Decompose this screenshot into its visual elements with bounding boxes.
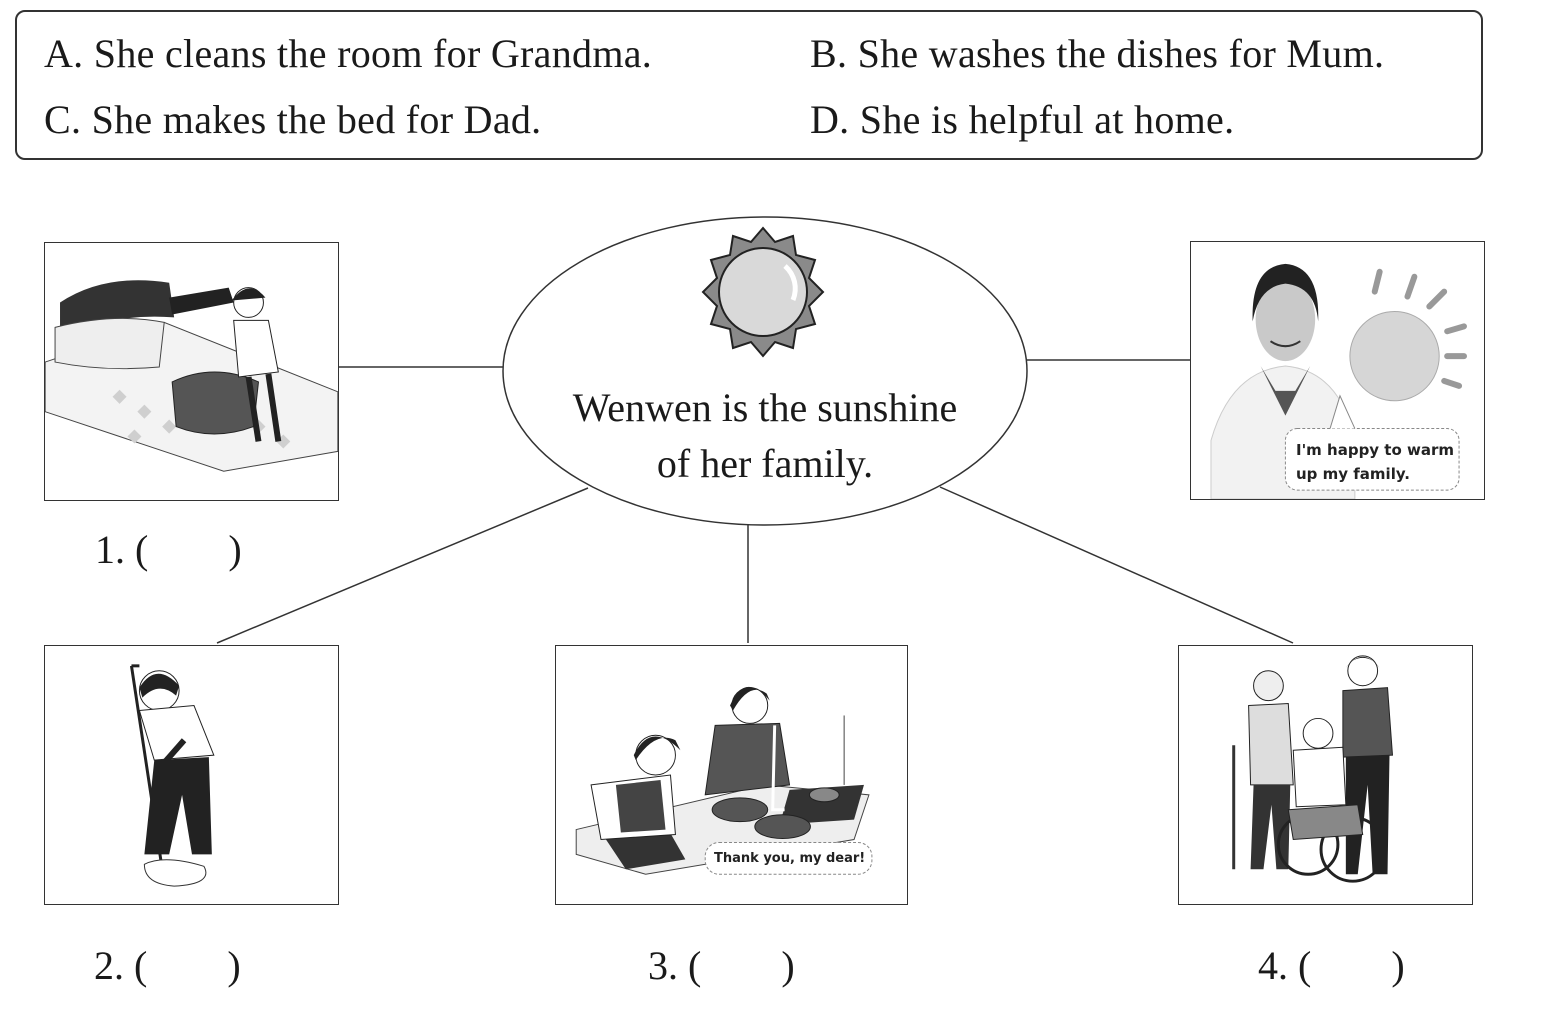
option-a: A. She cleans the room for Grandma.	[44, 31, 653, 76]
answer-blank-1[interactable]: 1. ( )	[95, 527, 242, 572]
answer-blank-2[interactable]: 2. ( )	[94, 943, 241, 988]
answer-blank-3[interactable]: 3. ( )	[648, 943, 795, 988]
picture-4-family	[1178, 645, 1473, 905]
center-title-line2: of her family.	[656, 441, 874, 486]
center-title-line1: Wenwen is the sunshine	[572, 385, 958, 430]
picture-3-washing-dishes	[555, 645, 908, 905]
answer-blank-4[interactable]: 4. ( )	[1258, 943, 1405, 988]
photo-bubble-line1: I'm happy to warm	[1296, 441, 1455, 459]
photo-bubble-line2: up my family.	[1296, 465, 1410, 483]
picture-wenwen-photo	[1190, 241, 1485, 500]
option-d: D. She is helpful at home.	[810, 97, 1235, 142]
picture-1-make-bed	[44, 242, 339, 501]
option-b: B. She washes the dishes for Mum.	[810, 31, 1385, 76]
picture-2-mopping	[44, 645, 339, 905]
option-c: C. She makes the bed for Dad.	[44, 97, 542, 142]
dishes-bubble-text: Thank you, my dear!	[714, 851, 866, 866]
